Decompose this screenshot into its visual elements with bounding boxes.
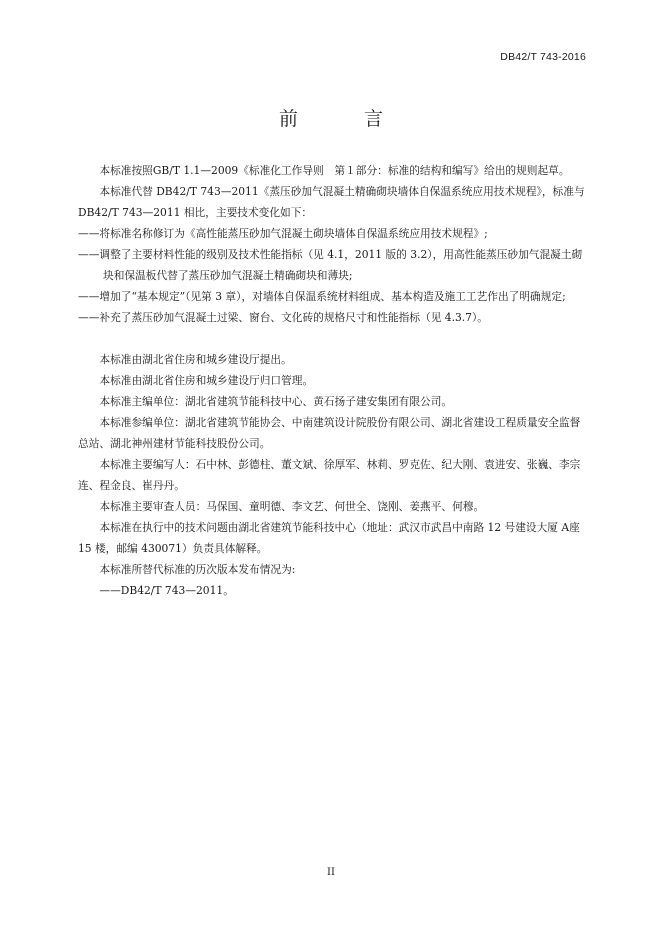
paragraph-drafting-rules: 本标准按照GB/T 1.1—2009《标准化工作导则 第１部分：标准的结构和编写》给出的规则起草。 [99, 164, 570, 177]
foreword-body [78, 160, 586, 601]
change-item: ——增加了“基本规定”（见第 3 章），对墙体自保温系统材料组成、基本构造及施工工艺作出了明确规定; [78, 290, 566, 303]
paragraph-participating-units: 本标准参编单位：湖北省建筑节能协会、中南建筑设计院股份有限公司、湖北省建设工程质量安全监督总站、湖北神州建材节能科技股份公司。 [78, 416, 581, 450]
document-code: DB42/T 743-2016 [500, 51, 586, 63]
change-item: ——调整了主要材料性能的级别及技术性能指标（见 4.1，2011 版的 3.2），用高性能蒸压砂加气混凝土砌块和保温板代替了蒸压砂加气混凝土精确砌块和薄块; [78, 248, 583, 282]
paragraph-history-intro: 本标准所替代标准的历次版本发布情况为: [99, 563, 296, 576]
spacer [78, 328, 586, 349]
paragraph-chief-units: 本标准主编单位：湖北省建筑节能科技中心、黄石扬子建安集团有限公司。 [99, 395, 453, 408]
page-number: II [327, 867, 335, 878]
change-item: ——补充了蒸压砂加气混凝土过梁、窗台、文化砖的规格尺寸和性能指标（见 4.3.7）。 [78, 311, 488, 324]
paragraph-drafters: 本标准主要编写人：石中林、彭德柱、董文斌、徐厚军、林莉、罗克佐、纪大刚、袁进安、张巍、李宗连、程金良、崔丹丹。 [78, 458, 581, 492]
paragraph-replacement: 本标准代替 DB42/T 743—2011《蒸压砂加气混凝土精确砌块墙体自保温系统应用技术规程》，标准与DB42/T 743—2011 相比，主要技术变化如下： [78, 185, 585, 219]
page-title: 前 言 [278, 108, 414, 130]
history-item: ——DB42/T 743—2011。 [99, 584, 234, 597]
paragraph-interpretation: 本标准在执行中的技术问题由湖北省建筑节能科技中心（地址：武汉市武昌中南路 12 号建设大厦 A座 15 楼，邮编 430071）负责具体解释。 [78, 521, 580, 555]
paragraph-proposer: 本标准由湖北省住房和城乡建设厅提出。 [99, 353, 292, 366]
paragraph-administrator: 本标准由湖北省住房和城乡建设厅归口管理。 [99, 374, 314, 387]
paragraph-reviewers: 本标准主要审查人员：马保国、童明德、李文艺、何世全、饶刚、姜燕平、何穆。 [99, 500, 485, 513]
change-item: ——将标准名称修订为《高性能蒸压砂加气混凝土砌块墙体自保温系统应用技术规程》; [78, 227, 488, 240]
